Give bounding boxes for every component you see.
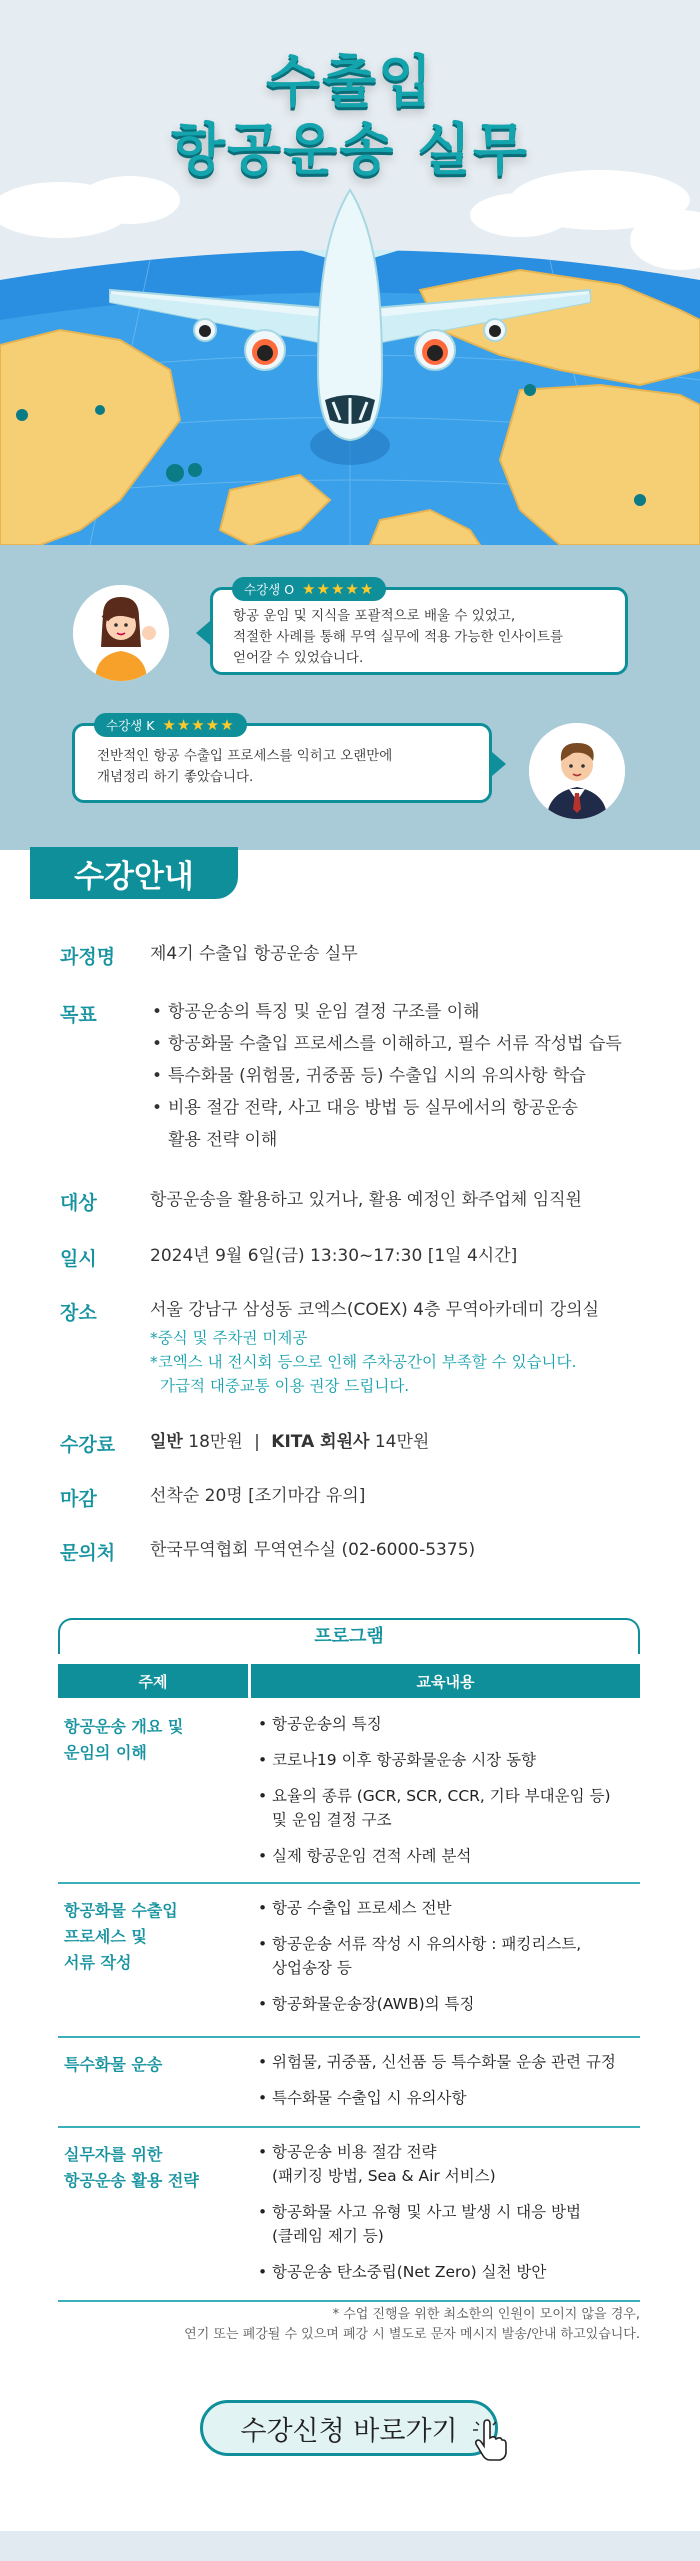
program-col-topic: 주제 <box>58 1664 248 1698</box>
apply-button-label: 수강신청 바로가기 <box>240 2415 458 2447</box>
hand-pointer-icon <box>470 2418 510 2462</box>
fee-separator: | <box>254 1432 260 1452</box>
goal-item-continued: 활용 전략 이해 <box>168 1130 278 1150</box>
program-topic-line: 프로세스 및 <box>64 1927 147 1946</box>
course-value: 제4기 수출입 항공운송 실무 <box>150 944 358 964</box>
review-1-line3: 얻어갈 수 있었습니다. <box>233 650 364 666</box>
contact-value: 한국무역협회 무역연수실 (02-6000-5375) <box>150 1540 476 1560</box>
student-avatar-male <box>529 723 625 819</box>
fee-member-label: KITA 회원사 <box>271 1432 370 1452</box>
program-item: • 항공운송 비용 절감 전략 (패키징 방법, Sea & Air 서비스) <box>258 2140 638 2188</box>
program-topic-line: 실무자를 위한 <box>64 2145 163 2164</box>
goal-list <box>152 996 622 1156</box>
info-heading: 수강안내 <box>30 847 238 899</box>
review-1-tag <box>232 577 386 601</box>
student-avatar-female <box>73 585 169 681</box>
program-topic-line: 항공운송 활용 전략 <box>64 2171 199 2190</box>
place-note-exhibition: *코엑스 내 전시회 등으로 인해 주차공간이 부족할 수 있습니다. <box>150 1353 577 1371</box>
man-avatar-icon <box>529 723 625 819</box>
deadline-label: 마감 <box>60 1488 97 1510</box>
footnote-line1: * 수업 진행을 위한 최소한의 인원이 모이지 않을 경우, <box>332 2307 640 2322</box>
place-note-transit: 가급적 대중교통 이용 권장 드립니다. <box>160 1377 410 1395</box>
fee-label: 수강료 <box>60 1434 116 1456</box>
review-1-line1: 항공 운임 및 지식을 포괄적으로 배울 수 있었고, <box>233 608 516 624</box>
program-item: • 항공화물 사고 유형 및 사고 발생 시 대응 방법 (클레임 제기 등) <box>258 2200 638 2248</box>
hero-banner <box>0 0 700 545</box>
review-1-line2: 적절한 사례를 통해 무역 실무에 적용 가능한 인사이트를 <box>233 629 563 645</box>
program-topic-line: 항공운송 개요 및 <box>64 1717 184 1736</box>
place-value: 서울 강남구 삼성동 코엑스(COEX) 4층 무역아카데미 강의실 <box>150 1300 600 1320</box>
program-item: • 항공화물운송장(AWB)의 특징 <box>258 1992 638 2016</box>
program-item: • 특수화물 수출입 시 유의사항 <box>258 2086 638 2110</box>
woman-avatar-icon <box>73 585 169 681</box>
program-topic-line: 운임의 이해 <box>64 1743 147 1762</box>
review-2-stars-icon: ★★★★★ <box>162 716 235 734</box>
program-item: • 위험물, 귀중품, 신선품 등 특수화물 운송 관련 규정 <box>258 2050 638 2074</box>
program-topic-line: 특수화물 운송 <box>64 2055 163 2074</box>
review-2-line2: 개념정리 하기 좋았습니다. <box>97 769 254 785</box>
review-1-stars-icon: ★★★★★ <box>302 580 375 598</box>
place-label: 장소 <box>60 1302 97 1324</box>
program-item: • 항공 수출입 프로세스 전반 <box>258 1896 638 1920</box>
program-section-3 <box>58 2036 640 2128</box>
program-col-content: 교육내용 <box>251 1664 640 1698</box>
review-2-reviewer: 수강생 K <box>106 718 155 733</box>
program-topic-line: 항공화물 수출입 <box>64 1901 178 1920</box>
review-2-tag <box>94 713 247 737</box>
bottom-band <box>0 2531 700 2561</box>
program-item: • 항공운송의 특징 <box>258 1712 638 1736</box>
program-item: • 요율의 종류 (GCR, SCR, CCR, 기타 부대운임 등) 및 운임 결정 구조 <box>258 1784 638 1832</box>
goal-label: 목표 <box>60 1004 97 1026</box>
airplane-map-illustration <box>0 170 700 545</box>
reviews-section <box>0 545 700 850</box>
goal-item: • 비용 절감 전략, 사고 대응 방법 등 실무에서의 항공운송 <box>152 1092 622 1124</box>
hero-title-line2: 항공운송 실무 <box>170 118 530 183</box>
program-footnote <box>58 2305 640 2345</box>
date-value: 2024년 9월 6일(금) 13:30~17:30 [1일 4시간] <box>150 1246 518 1266</box>
target-label: 대상 <box>60 1192 97 1214</box>
program-item: • 항공운송 탄소중립(Net Zero) 실천 방안 <box>258 2260 638 2284</box>
deadline-value: 선착순 20명 [조기마감 유의] <box>150 1486 366 1506</box>
goal-item: • 특수화물 (위험물, 귀중품 등) 수출입 시의 유의사항 학습 <box>152 1060 622 1092</box>
goal-item: • 항공운송의 특징 및 운임 결정 구조를 이해 <box>152 996 622 1028</box>
program-section-4 <box>58 2126 640 2302</box>
review-1-reviewer: 수강생 O <box>244 582 295 597</box>
course-label: 과정명 <box>60 946 116 968</box>
contact-label: 문의처 <box>60 1542 116 1564</box>
fee-general-value: 18만원 <box>188 1432 243 1452</box>
footnote-line2: 연기 또는 폐강될 수 있으며 폐강 시 별도로 문자 메시지 발송/안내 하고있습니다. <box>184 2327 640 2342</box>
goal-item: • 항공화물 수출입 프로세스를 이해하고, 필수 서류 작성법 습득 <box>152 1028 622 1060</box>
review-2-line1: 전반적인 항공 수출입 프로세스를 익히고 오랜만에 <box>97 748 393 764</box>
target-value: 항공운송을 활용하고 있거나, 활용 예정인 화주업체 임직원 <box>150 1190 582 1210</box>
program-topic-line: 서류 작성 <box>64 1953 132 1972</box>
program-item: • 항공운송 서류 작성 시 유의사항 : 패킹리스트, 상업송장 등 <box>258 1932 638 1980</box>
program-title: 프로그램 <box>58 1618 640 1654</box>
fee-member-value: 14만원 <box>374 1432 430 1452</box>
review-2-pointer <box>492 752 506 776</box>
date-label: 일시 <box>60 1248 97 1270</box>
fee-general-label: 일반 <box>150 1432 183 1452</box>
program-item: • 실제 항공운임 견적 사례 분석 <box>258 1844 638 1868</box>
program-section-2 <box>58 1882 640 2038</box>
place-note-parking: *중식 및 주차권 미제공 <box>150 1329 308 1347</box>
apply-button[interactable] <box>200 2400 498 2456</box>
program-section-1 <box>58 1698 640 1884</box>
review-1-pointer <box>196 621 210 645</box>
program-item: • 코로나19 이후 항공화물운송 시장 동향 <box>258 1748 638 1772</box>
hero-title-line1: 수출입 <box>265 50 435 115</box>
